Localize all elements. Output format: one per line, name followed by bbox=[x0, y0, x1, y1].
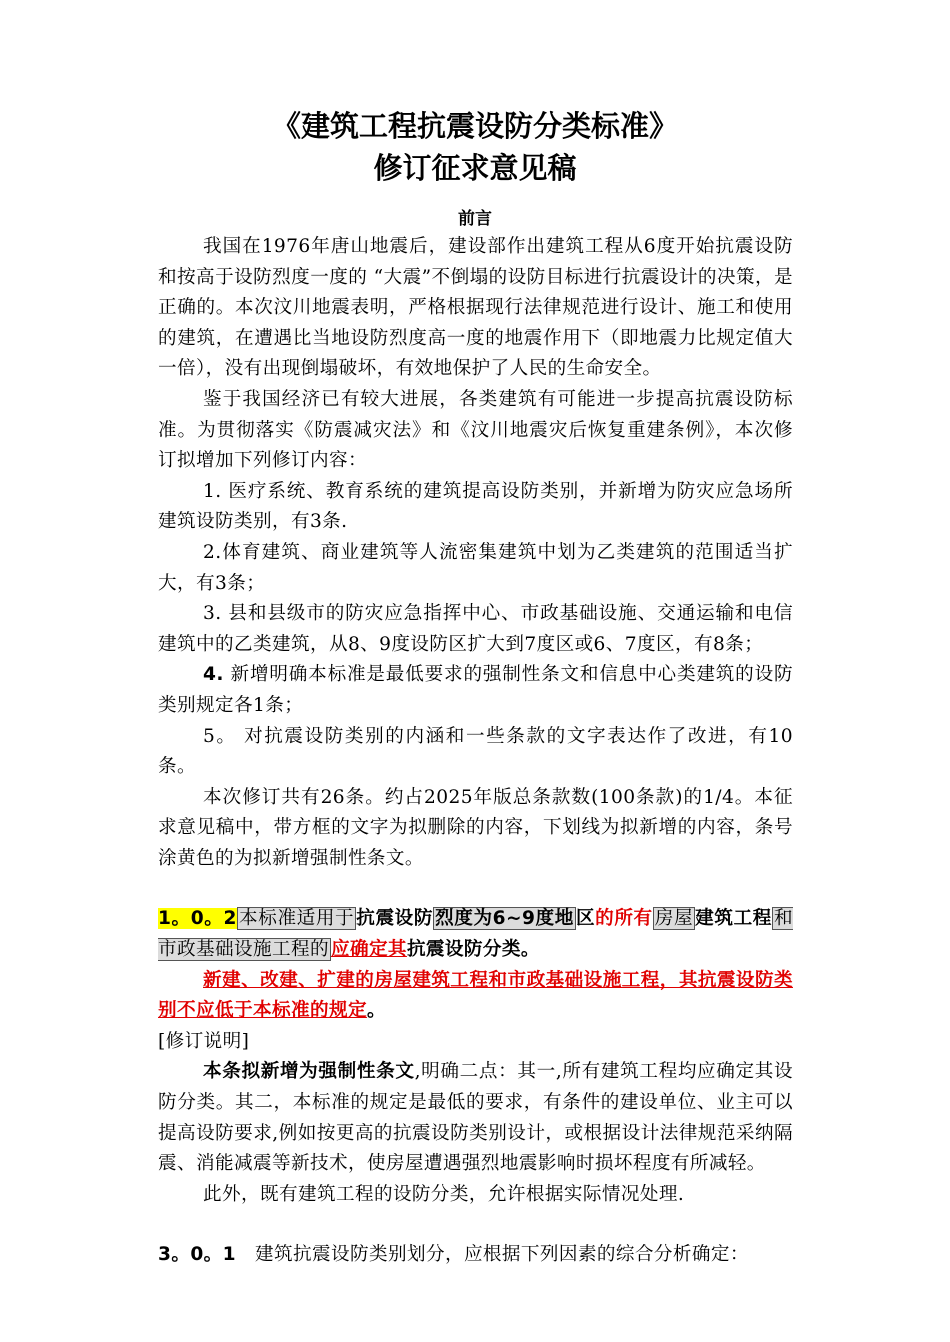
revision-item-4-text: 新增明确本标准是最低要求的强制性条文和信息中心类建筑的设防类别规定各1条； bbox=[158, 664, 793, 716]
clause-text: 建筑工程 bbox=[695, 908, 772, 930]
clause-number: 3。0。1 bbox=[158, 1244, 237, 1266]
preface-paragraph-3: 本次修订共有26条。约占2025年版总条款数(100条款)的1/4。本征求意见稿中，带方框的文字为拟删除的内容，下划线为拟新增的内容，条号涂黄色的为拟新增强制性条文。 bbox=[158, 786, 793, 869]
clause-text: 区 bbox=[575, 908, 596, 930]
document-title: 《建筑工程抗震设防分类标准》 bbox=[271, 109, 678, 143]
clause-text: 抗震设防 bbox=[356, 908, 434, 930]
clause-1-0-2-added-paragraph bbox=[158, 966, 793, 1027]
preface-heading: 前言 bbox=[458, 209, 492, 229]
clause-text: 。 bbox=[366, 1000, 386, 1022]
deleted-text: 本标准适用于 bbox=[238, 908, 355, 930]
revision-note-bold: 本条拟新增为强制性条文 bbox=[203, 1061, 415, 1083]
revision-note-paragraph-2: 此外，既有建筑工程的设防分类，允许根据实际情况处理. bbox=[203, 1183, 685, 1205]
revision-item-4 bbox=[158, 660, 793, 721]
deleted-text: 烈度为6~9度地 bbox=[435, 908, 574, 930]
spacer bbox=[158, 1210, 793, 1240]
revision-item-3: 3. 县和县级市的防灾应急指挥中心、市政基础设施、交通运输和电信建筑中的乙类建筑，从8、9度设防区扩大到7度区或6、7度区，有8条； bbox=[158, 603, 793, 655]
document-subtitle: 修订征求意见稿 bbox=[373, 151, 577, 185]
clause-text: 抗震设防分类。 bbox=[406, 939, 540, 961]
deleted-text: 和市政基础设施工程的 bbox=[158, 908, 793, 961]
preface-paragraph-2: 鉴于我国经济已有较大进展，各类建筑有可能进一步提高抗震设防标准。为贯彻落实《防震减灾法》和《汶川地震灾后恢复重建条例》，本次修订拟增加下列修订内容： bbox=[158, 388, 793, 472]
revision-item-2: 2.体育建筑、商业建筑等人流密集建筑中划为乙类建筑的范围适当扩大，有3条； bbox=[158, 541, 793, 594]
revision-item-4-number: 4. bbox=[203, 664, 224, 686]
added-text: 的所有 bbox=[595, 908, 653, 930]
clause-number-highlighted: 1。0。2 bbox=[158, 908, 237, 930]
deleted-text: 房屋 bbox=[654, 908, 694, 930]
spacer bbox=[158, 874, 793, 904]
revision-item-5: 5。 对抗震设防类别的内涵和一些条款的文字表达作了改进，有10条。 bbox=[158, 725, 793, 778]
revision-item-1: 1. 医疗系统、教育系统的建筑提高设防类别，并新增为防灾应急场所建筑设防类别，有3条. bbox=[158, 480, 793, 533]
clause-3-0-1 bbox=[158, 1240, 793, 1271]
added-text: 新建、改建、扩建的房屋建筑工程和市政基础设施工程，其抗震设防类别不应低于本标准的规定 bbox=[158, 969, 793, 1022]
added-text: 应确定其 bbox=[330, 939, 407, 961]
revision-note-label: [修订说明] bbox=[158, 1030, 250, 1052]
document-body bbox=[158, 232, 793, 1271]
clause-1-0-2 bbox=[158, 904, 793, 965]
clause-text: 建筑抗震设防类别划分，应根据下列因素的综合分析确定： bbox=[236, 1244, 749, 1266]
revision-note-text: ,明确二点：其一,所有建筑工程均应确定其设防分类。其二，本标准的规定是最低的要求，有条件的建设单位、业主可以提高设防要求,例如按更高的抗震设防类别设计，或根据设计法律规范采纳隔震、消能减震等新技术，使房屋遭遇强烈地震影响时损坏程度有所减轻。 bbox=[158, 1061, 793, 1175]
revision-note-paragraph bbox=[158, 1057, 793, 1179]
preface-paragraph-1: 我国在1976年唐山地震后，建设部作出建筑工程从6度开始抗震设防和按高于设防烈度一度的 “大震”不倒塌的设防目标进行抗震设计的决策，是正确的。本次汶川地震表明，严格根据现行法律规范进行设计、施工和使用的建筑，在遭遇比当地设防烈度高一度的地震作用下（即地震力比规定值大一倍），没有出现倒塌破坏，有效地保护了人民的生命安全。 bbox=[158, 236, 793, 380]
